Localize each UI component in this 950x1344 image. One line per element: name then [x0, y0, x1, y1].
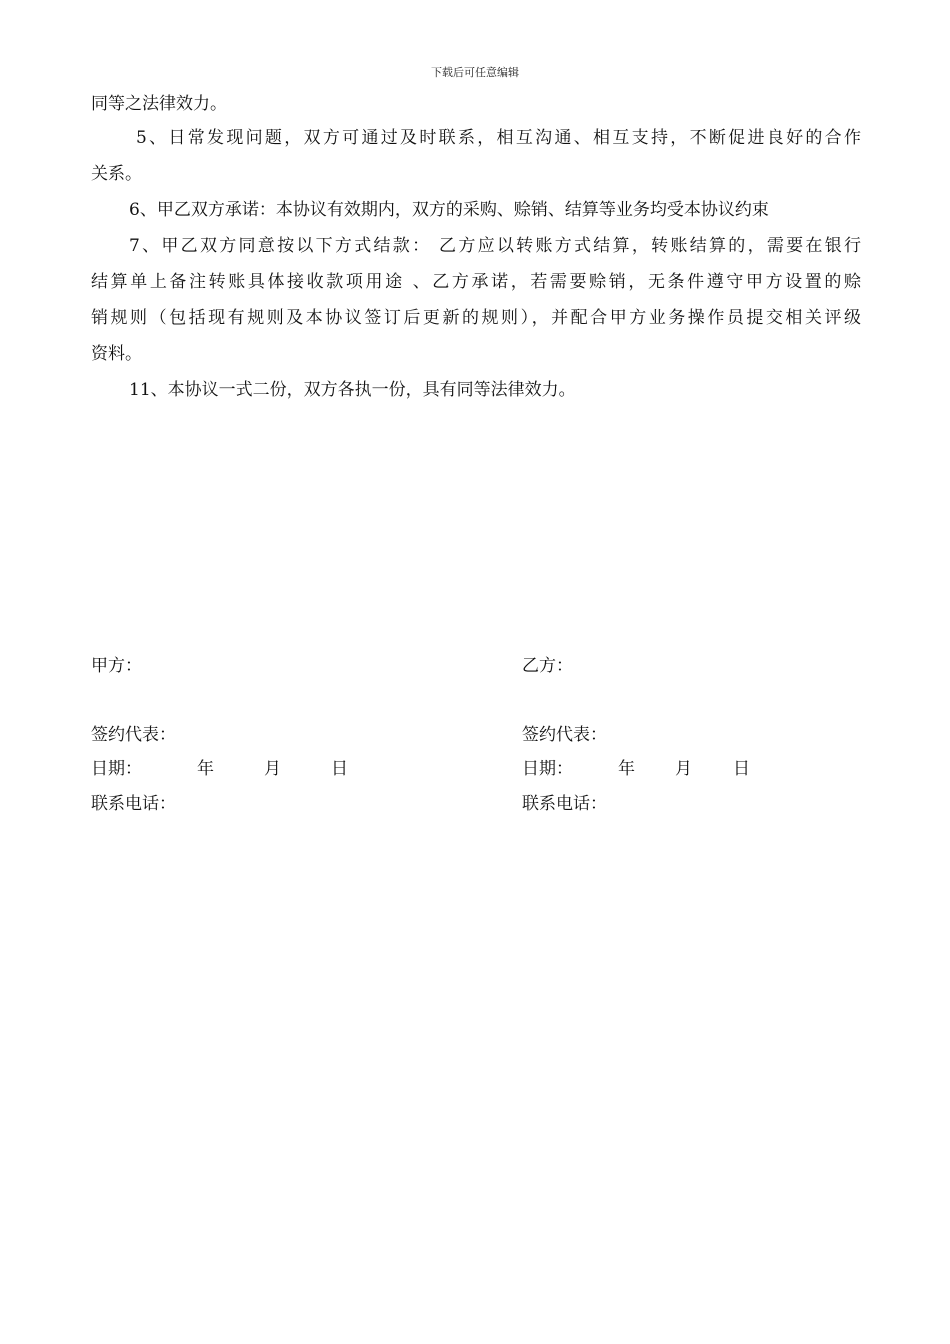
paragraph-continuation	[91, 86, 861, 122]
party-b-representative-label: 签约代表：	[522, 725, 607, 745]
clause-5	[91, 120, 861, 192]
paragraph-line: 结算单上备注转账具体接收款项用途 、乙方承诺，若需要赊销，无条件遵守甲方设置的赊	[91, 272, 861, 292]
paragraph-line: 6、甲乙双方承诺：本协议有效期内，双方的采购、赊销、结算等业务均受本协议约束	[129, 200, 769, 220]
clause-7	[91, 228, 861, 372]
clause-6	[91, 192, 861, 228]
paragraph-line: 关系。	[91, 164, 142, 184]
party-a-representative-label: 签约代表：	[91, 725, 176, 745]
party-a-label: 甲方：	[91, 656, 142, 676]
paragraph-line: 11、本协议一式二份，双方各执一份，具有同等法律效力。	[129, 380, 576, 400]
party-a-date-label: 日期：	[91, 759, 142, 779]
party-b-date-month: 月	[675, 759, 692, 779]
party-b-label: 乙方：	[522, 656, 573, 676]
party-a-phone-label: 联系电话：	[91, 794, 176, 814]
party-b-date-day: 日	[733, 759, 750, 779]
clause-11	[91, 372, 861, 408]
party-b-date-label: 日期：	[522, 759, 573, 779]
paragraph-line: 5、日常发现问题，双方可通过及时联系，相互沟通、相互支持，不断促进良好的合作	[136, 128, 861, 148]
party-a-date-year: 年	[197, 759, 214, 779]
party-a-date-month: 月	[264, 759, 281, 779]
paragraph-line: 资料。	[91, 344, 142, 364]
paragraph-line: 同等之法律效力。	[91, 94, 227, 114]
paragraph-line: 销规则（包括现有规则及本协议签订后更新的规则），并配合甲方业务操作员提交相关评级	[91, 308, 861, 328]
party-b-date-year: 年	[618, 759, 635, 779]
party-a-date-day: 日	[331, 759, 348, 779]
page-header-note: 下载后可任意编辑	[431, 66, 519, 79]
party-b-phone-label: 联系电话：	[522, 794, 607, 814]
paragraph-line: 7、甲乙双方同意按以下方式结款： 乙方应以转账方式结算，转账结算的，需要在银行	[129, 236, 861, 256]
